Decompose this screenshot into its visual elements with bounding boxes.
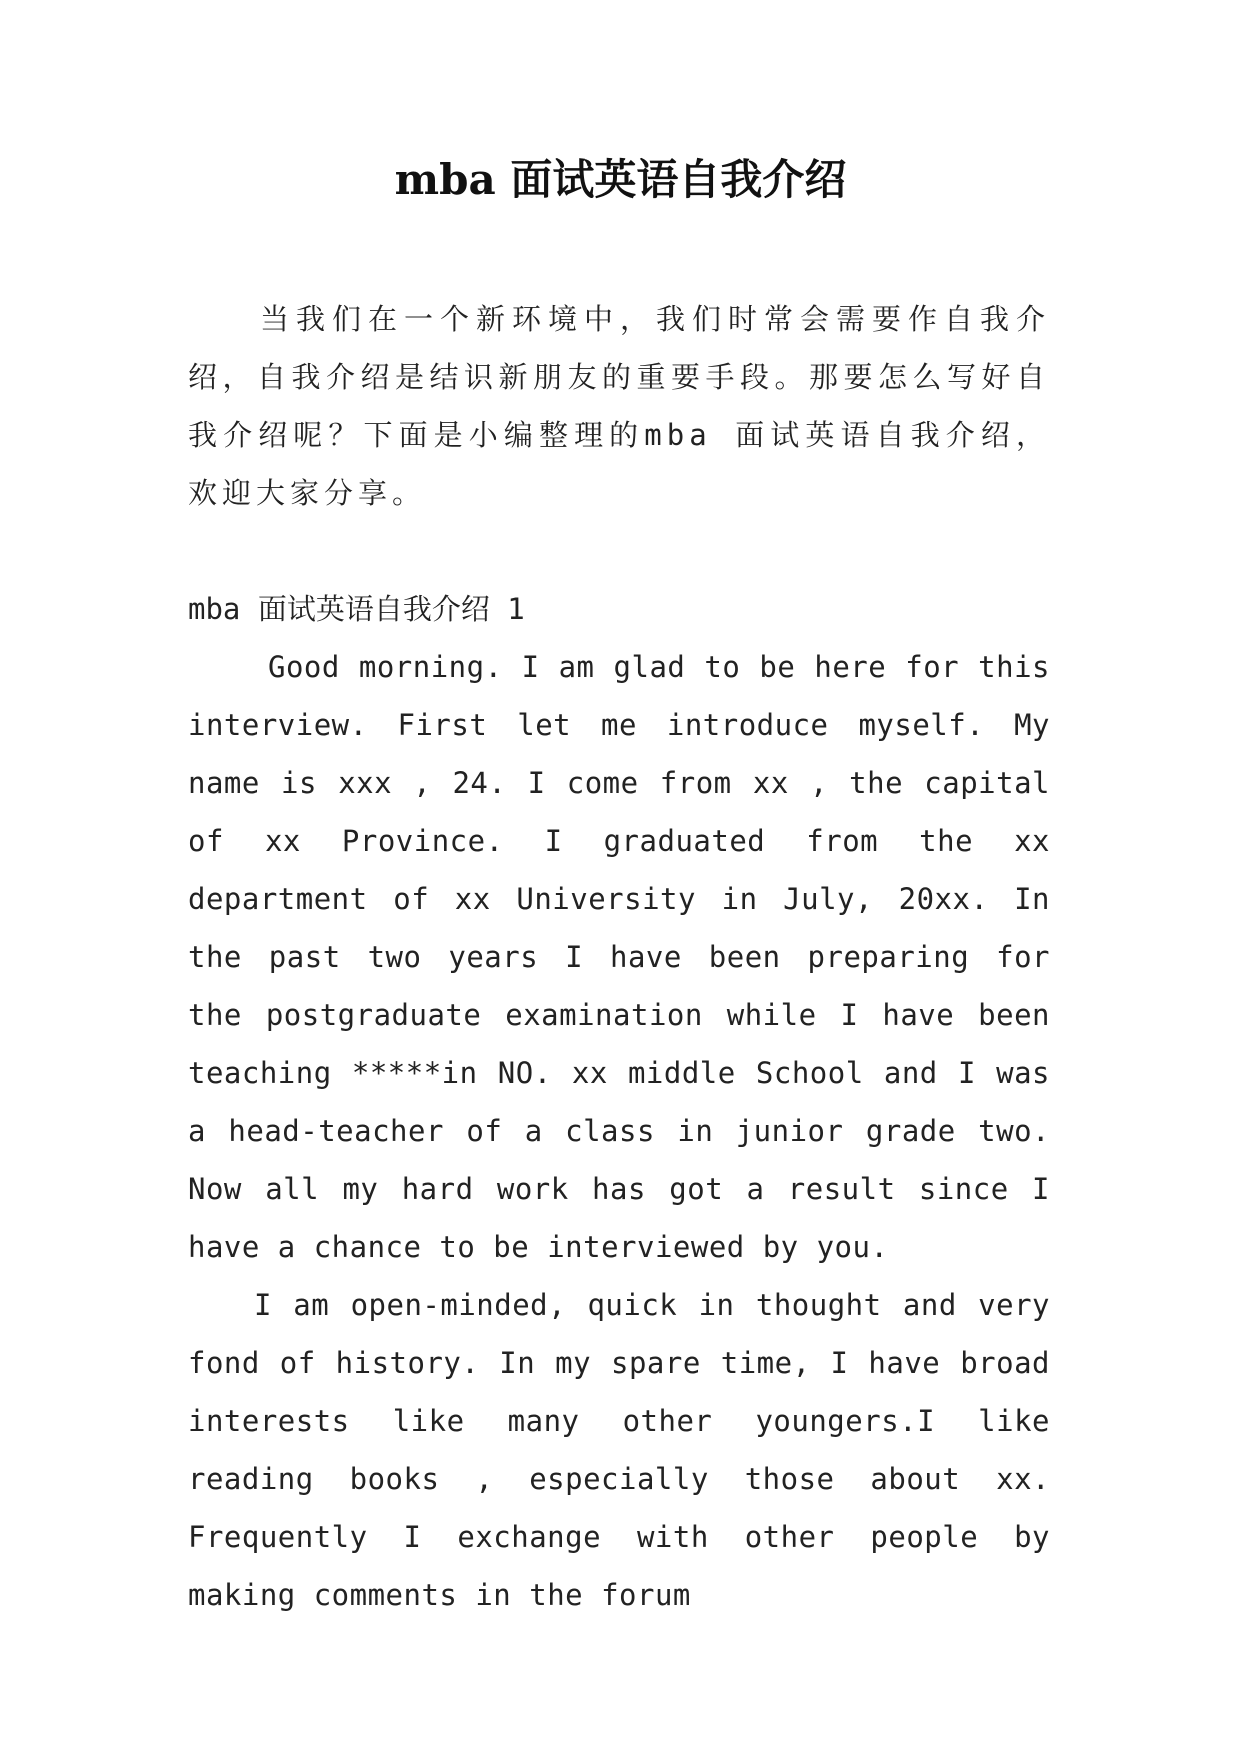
english-paragraph-1: Good morning. I am glad to be here for this interview. First let me introduce myself. My name is xxx , 24. I come from xx , the capital of xx Province. I graduated from the xx department of xx University in July, 20xx. In the past two years I have been preparing for the postgraduate examination while I have been teaching *****in NO. xx middle School and I was a head-teacher of a class in junior grade two. Now all my hard work has got a result since I have a chance to be interviewed by you.: [188, 650, 1050, 1264]
document-title: mba 面试英语自我介绍: [394, 155, 847, 204]
intro-paragraph: 当我们在一个新环境中，我们时常会需要作自我介绍，自我介绍是结识新朋友的重要手段。那要怎么写好自我介绍呢？下面是小编整理的mba 面试英语自我介绍，欢迎大家分享。: [188, 302, 1050, 510]
document-body: [188, 290, 1050, 1624]
english-paragraph-2: I am open-minded, quick in thought and very fond of history. In my spare time, I have broad interests like many other youngers.I like reading books , especially those about xx. Frequently I exchange with other people by making comments in the forum: [188, 1288, 1050, 1612]
section-heading: mba 面试英语自我介绍 1: [188, 592, 525, 626]
